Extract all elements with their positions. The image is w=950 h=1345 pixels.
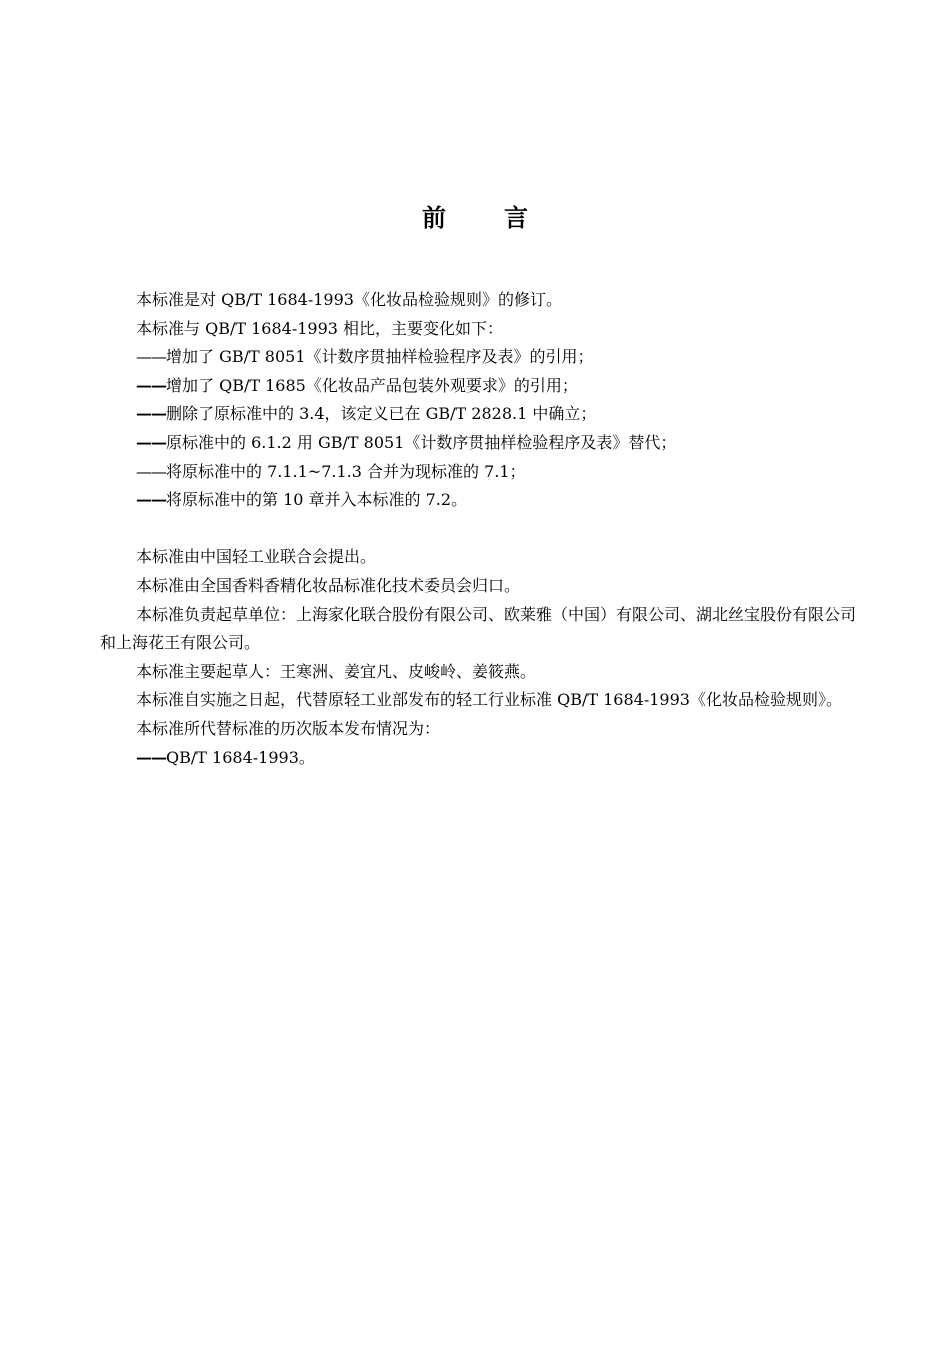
history-text: QB/T 1684-1993。: [166, 747, 315, 767]
paragraph-history-intro: 本标准所代替标准的历次版本发布情况为：: [136, 718, 441, 738]
change-item: [100, 458, 870, 487]
change-text: 原标准中的 6.1.2 用 GB/T 8051《计数序贯抽样检验程序及表》替代；: [166, 432, 677, 452]
paragraph-replaces: 本标准自实施之日起，代替原轻工业部发布的轻工行业标准 QB/T 1684-1993《化妆品检验规则》。: [136, 690, 842, 710]
paragraph-spacer: [100, 515, 870, 544]
foreword-body: [100, 286, 870, 772]
list-dash: ——: [136, 375, 166, 395]
change-text: 删除了原标准中的 3.4，该定义已在 GB/T 2828.1 中确立；: [166, 404, 597, 424]
paragraph-changes-intro: 本标准与 QB/T 1684-1993 相比，主要变化如下：: [136, 318, 504, 338]
change-item: [100, 400, 870, 429]
change-item: [100, 486, 870, 515]
list-dash: ——: [136, 404, 166, 424]
title-char-2: 言: [504, 203, 528, 232]
list-dash: ——: [136, 490, 166, 510]
list-dash: ——: [136, 432, 166, 452]
page-title: [0, 200, 950, 236]
change-text: 将原标准中的 7.1.1~7.1.3 合并为现标准的 7.1；: [166, 461, 526, 481]
paragraph-centralized-by: 本标准由全国香料香精化妆品标准化技术委员会归口。: [136, 575, 521, 595]
change-item: [100, 372, 870, 401]
paragraph-revision: 本标准是对 QB/T 1684-1993《化妆品检验规则》的修订。: [136, 290, 562, 309]
paragraph-drafters: 本标准主要起草人：王寒洲、姜宜凡、皮峻岭、姜筱燕。: [136, 661, 537, 681]
paragraph-proposed-by: 本标准由中国轻工业联合会提出。: [136, 547, 377, 567]
list-dash: ——: [136, 747, 166, 767]
list-dash: ——: [136, 347, 166, 367]
history-item: [100, 744, 870, 773]
change-text: 增加了 QB/T 1685《化妆品产品包装外观要求》的引用；: [166, 375, 578, 395]
change-text: 增加了 GB/T 8051《计数序贯抽样检验程序及表》的引用；: [166, 347, 594, 367]
change-item: [100, 429, 870, 458]
list-dash: ——: [136, 461, 166, 481]
change-text: 将原标准中的第 10 章并入本标准的 7.2。: [166, 490, 468, 510]
title-char-1: 前: [422, 203, 446, 232]
paragraph-drafting-units: 本标准负责起草单位：上海家化联合股份有限公司、欧莱雅（中国）有限公司、湖北丝宝股份有限公司和上海花王有限公司。: [100, 604, 857, 653]
change-item: [100, 343, 870, 372]
